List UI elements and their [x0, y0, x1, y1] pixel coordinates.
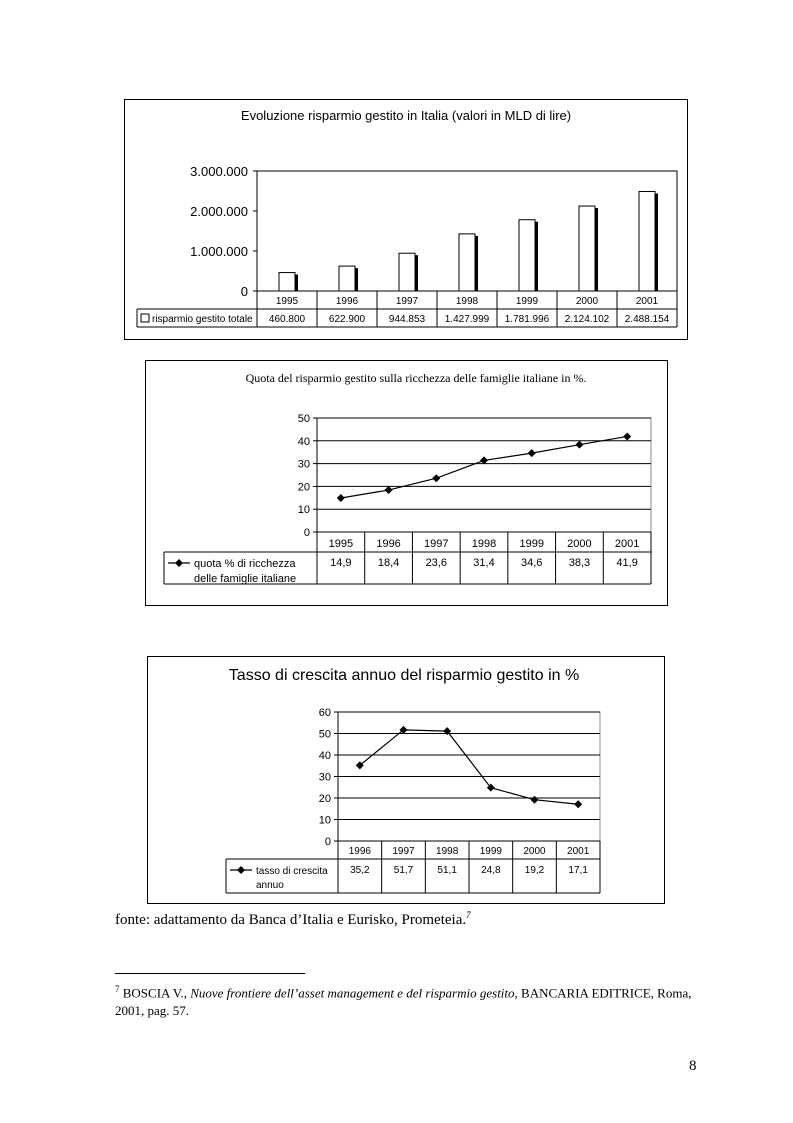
chart-3-category-label: 1998: [436, 846, 459, 857]
chart-1-title: Evoluzione risparmio gestito in Italia (valori in MLD di lire): [240, 108, 572, 123]
chart-1-ytick-label: 0: [240, 284, 248, 299]
chart-1-svg: [125, 100, 687, 339]
chart-1-ytick-label: 3.000.000: [190, 164, 248, 179]
chart-3-ytick-label: 10: [318, 814, 331, 827]
chart-2-legend-marker: [175, 559, 183, 567]
source-ref: 7: [466, 910, 471, 920]
chart-2-value-label: 41,9: [616, 557, 638, 569]
chart-3-value-label: 17,1: [568, 865, 588, 876]
chart-2-category-label: 1998: [471, 538, 497, 550]
chart-3-ytick-label: 50: [318, 728, 331, 741]
chart-2-category-label: 1999: [519, 538, 544, 550]
chart-1-value-label: 944.853: [388, 314, 426, 325]
footnote-author: BOSCIA V.,: [122, 985, 191, 1001]
chart-3-legend-label: annuo: [256, 880, 284, 891]
chart-3-category-label: 1999: [479, 846, 502, 857]
chart-2-value-label: 31,4: [473, 557, 495, 569]
chart-2-svg: [146, 361, 667, 605]
chart-1-legend-label: risparmio gestito totale: [152, 314, 253, 325]
chart-2-value-label: 23,6: [425, 557, 447, 569]
chart-1-value-label: 2.124.102: [564, 314, 610, 325]
chart-2-plot-area: [317, 418, 651, 532]
chart-1-value-label: 1.781.996: [504, 314, 550, 325]
chart-1-value-label: 2.488.154: [624, 314, 670, 325]
chart-2-value-label: 14,9: [330, 557, 352, 569]
chart-3-title: Tasso di crescita annuo del risparmio gestito in %: [228, 667, 580, 684]
chart-3-category-label: 1997: [392, 846, 415, 857]
chart-1-ytick-label: 1.000.000: [190, 244, 248, 259]
chart-2-value-label: 18,4: [377, 557, 400, 569]
chart-3-value-label: 51,1: [437, 865, 457, 876]
chart-1-category-label: 1999: [515, 296, 539, 307]
chart-2-ytick-label: 20: [297, 481, 310, 494]
chart-1-bar: [399, 253, 415, 291]
chart-2-ytick-label: 50: [297, 413, 310, 425]
chart-1-frame: [124, 99, 688, 340]
footnote-title: Nuove frontiere dell’asset management e del risparmio gestito: [190, 985, 515, 1001]
chart-3-category-label: 1996: [348, 846, 371, 857]
chart-1-value-label: 460.800: [268, 314, 306, 325]
source-note: [115, 910, 471, 929]
chart-2-value-label: 38,3: [568, 557, 591, 569]
chart-1-bar: [639, 191, 655, 291]
chart-1-ytick-label: 2.000.000: [190, 204, 248, 219]
chart-2-legend-label: delle famiglie italiane: [194, 573, 297, 585]
chart-3-ytick-label: 0: [324, 836, 331, 848]
chart-3-legend-marker: [237, 866, 245, 874]
chart-2-category-label: 2001: [614, 538, 640, 550]
footnote-separator: [115, 973, 305, 974]
source-text: fonte: adattamento da Banca d’Italia e Eurisko, Prometeia.: [115, 912, 467, 928]
chart-3-ytick-label: 40: [318, 750, 331, 762]
chart-3-frame: [147, 656, 665, 904]
chart-2-ytick-label: 30: [297, 458, 310, 471]
chart-3-category-label: 2001: [567, 846, 590, 857]
chart-1-category-label: 1998: [455, 296, 479, 307]
chart-3-value-label: 51,7: [393, 865, 414, 876]
chart-3-svg: [148, 657, 664, 903]
chart-3-value-label: 19,2: [524, 865, 545, 876]
page-number: 8: [689, 1058, 697, 1074]
chart-1-category-label: 1995: [275, 296, 299, 307]
chart-3-category-label: 2000: [523, 846, 546, 857]
chart-2-category-label: 1996: [376, 538, 401, 550]
chart-1-bar: [519, 220, 535, 291]
chart-1-bar: [279, 273, 295, 291]
chart-3-ytick-label: 60: [318, 707, 331, 719]
chart-1-bar: [339, 266, 355, 291]
chart-3-value-label: 35,2: [350, 865, 370, 876]
chart-1-category-label: 1997: [395, 296, 419, 307]
chart-2-ytick-label: 0: [303, 527, 310, 539]
chart-1-bar: [459, 234, 475, 291]
footnote-rest: , BANCARIA EDITRICE, Roma, 2001, pag. 57.: [115, 985, 692, 1019]
chart-2-frame: [145, 360, 668, 606]
chart-2-category-label: 1995: [328, 538, 354, 550]
chart-3-legend-label: tasso di crescita: [256, 866, 328, 877]
chart-1-category-label: 1996: [335, 296, 359, 307]
chart-2-category-label: 1997: [424, 538, 449, 550]
chart-3-ytick-label: 20: [318, 793, 331, 805]
chart-2-category-label: 2000: [567, 538, 592, 550]
chart-2-legend-label: quota % di ricchezza: [194, 558, 296, 570]
footnote: [115, 980, 715, 1020]
chart-3-ytick-label: 30: [318, 771, 331, 784]
chart-1-category-label: 2000: [575, 296, 599, 307]
chart-1-bar: [579, 206, 595, 291]
chart-2-value-label: 34,6: [521, 557, 543, 569]
chart-1-legend-key: [141, 314, 149, 322]
chart-1-category-label: 2001: [635, 296, 659, 307]
chart-1-value-label: 622.900: [328, 314, 366, 325]
chart-2-ytick-label: 40: [297, 435, 310, 448]
chart-3-value-label: 24,8: [481, 865, 501, 876]
chart-2-title: Quota del risparmio gestito sulla ricchezza delle famiglie italiane in %.: [245, 371, 587, 385]
chart-2-ytick-label: 10: [297, 504, 310, 517]
chart-1-value-label: 1.427.999: [444, 314, 490, 325]
footnote-number: 7: [115, 984, 120, 994]
